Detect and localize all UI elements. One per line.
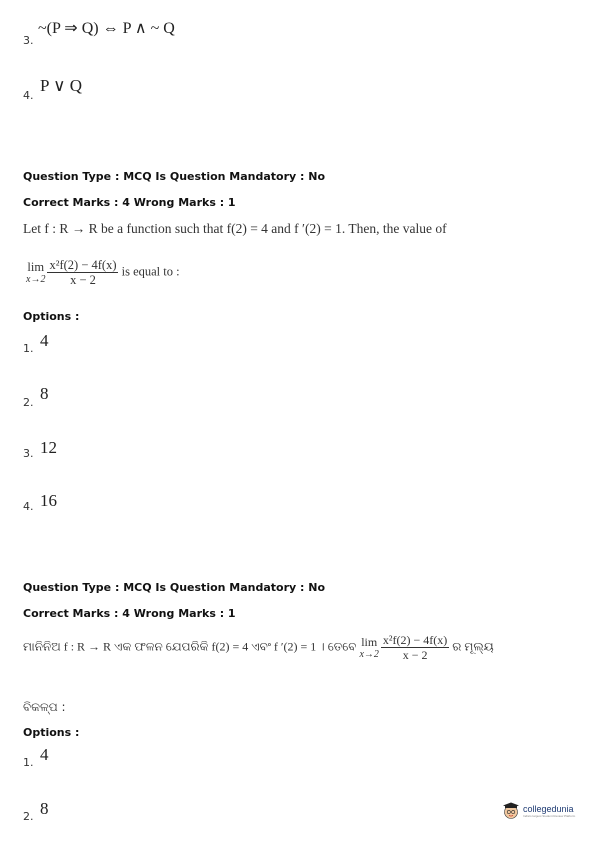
question-prefix: ମାନିନିଅ f : R → R ଏକ ଫଳନ ଯେପରିକି f(2) = 4 ଏବଂ f ′(2) = 1 । ତେବେ [23, 639, 357, 654]
option-value: 8 [40, 799, 49, 818]
option-value: 12 [40, 438, 57, 457]
option-value: 16 [40, 491, 57, 510]
option-value: 8 [40, 384, 49, 403]
odia-options-label: ବିକଳ୍ପ : [23, 700, 66, 714]
fraction-denominator: x − 2 [402, 648, 428, 662]
options-label: Options : [23, 726, 80, 739]
question-meta-marks: Correct Marks : 4 Wrong Marks : 1 [23, 607, 236, 620]
option-number: 1. [23, 342, 34, 355]
collegedunia-logo [502, 802, 575, 820]
question-suffix: is equal to : [121, 264, 180, 279]
logo-tagline: India's largest Student Review Platform [523, 814, 576, 818]
limit-subscript: x→2 [359, 648, 379, 660]
option-number: 2. [23, 810, 34, 823]
question-meta-type: Question Type : MCQ Is Question Mandatory : No [23, 170, 326, 183]
logo-mascot-icon [502, 802, 520, 820]
option-number: 4. [23, 89, 34, 102]
limit-fraction [47, 258, 118, 287]
question-text: Let f : R → R be a function such that f(2) = 4 and f ′(2) = 1. Then, the value of [23, 221, 447, 236]
logo-name: collegedunia [523, 804, 574, 814]
option-text: P ∨ Q [40, 76, 83, 95]
option-value: 4 [40, 745, 49, 764]
logo-text-block [523, 804, 575, 818]
limit-operator [359, 635, 378, 661]
fraction-denominator: x − 2 [70, 273, 96, 287]
limit-word: lim [361, 634, 378, 649]
limit-operator [26, 260, 45, 286]
question-suffix: ର ମୂଲ୍ୟ [452, 639, 494, 654]
limit-word: lim [27, 259, 45, 274]
fraction-numerator: x²f(2) − 4f(x) [382, 633, 448, 647]
option-text: ~(P ⇒ Q) ⇔ P ∧ ~ Q [38, 20, 175, 37]
option-number: 3. [23, 447, 34, 460]
option-number: 2. [23, 396, 34, 409]
question-meta-type: Question Type : MCQ Is Question Mandatory : No [23, 581, 326, 594]
question-limit-expression [26, 258, 180, 287]
limit-subscript: x→2 [26, 273, 46, 285]
option-value: 4 [40, 331, 49, 350]
fraction-numerator: x²f(2) − 4f(x) [49, 258, 117, 272]
option-number: 4. [23, 500, 34, 513]
question-text-odia [23, 633, 494, 662]
question-meta-marks: Correct Marks : 4 Wrong Marks : 1 [23, 196, 236, 209]
limit-fraction [381, 633, 449, 662]
option-number: 1. [23, 756, 34, 769]
options-label: Options : [23, 310, 80, 323]
option-number: 3. [23, 34, 34, 47]
